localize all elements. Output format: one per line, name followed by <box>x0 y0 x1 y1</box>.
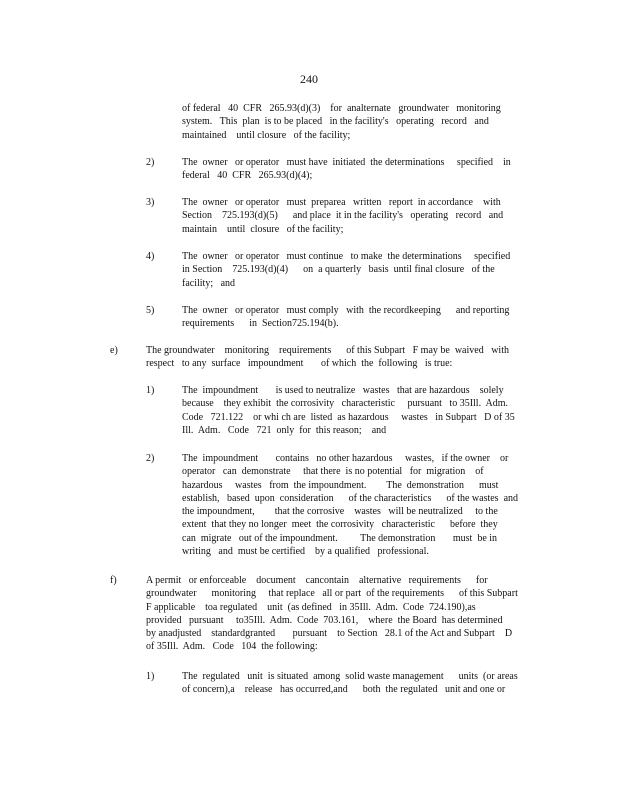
text-line: of federal 40 CFR 265.93(d)(3) for analternate groundwater monitoring <box>182 103 501 114</box>
list-item <box>182 250 532 290</box>
text-line: The groundwater monitoring requirements of this Subpart F may be waived with <box>146 345 509 356</box>
text-line: The regulated unit is situated among solid waste management units (or areas <box>182 671 518 682</box>
text-line: extent that they no longer meet the corrosivity characteristic before they <box>182 519 498 531</box>
text-line: respect to any surface impoundment of which the following is true: <box>146 358 453 370</box>
list-item <box>182 670 534 697</box>
list-item <box>182 304 532 331</box>
text-line: the impoundment, that the corrosive wastes will be neutralized to the <box>182 506 498 518</box>
text-line: can migrate out of the impoundment. The demonstration must be in <box>182 532 498 544</box>
item-label: 1) <box>146 385 155 396</box>
text-line: hazardous wastes from the impoundment. The demonstration must <box>182 479 499 491</box>
text-line: of concern),a release has occurred,and both the regulated unit and one or <box>182 684 506 696</box>
section-label: e) <box>110 345 118 356</box>
text-line: maintained until closure of the facility; <box>182 129 351 141</box>
text-line: The impoundment is used to neutralize wastes that are hazardous solely <box>182 385 504 396</box>
item-label: 3) <box>146 197 155 208</box>
text-line: of 35Ill. Adm. Code 104 the following: <box>146 641 318 653</box>
item-label: 2) <box>146 157 155 168</box>
list-item <box>182 384 534 437</box>
text-line: The owner or operator must continue to make the determinations specified <box>182 251 511 262</box>
section-label: f) <box>110 575 117 586</box>
text-line: by anadjusted standardgranted pursuant to Section 28.1 of the Act and Subpart D <box>146 628 513 640</box>
text-line: because they exhibit the corrosivity characteristic pursuant to 35Ill. Adm. <box>182 398 509 410</box>
text-line: groundwater monitoring that replace all or part of the requirements of this Subpart <box>146 588 518 600</box>
text-line: system. This plan is to be placed in the facility's operating record and <box>182 116 489 128</box>
list-item <box>182 452 536 558</box>
item-label: 2) <box>146 453 155 464</box>
text-line: in Section 725.193(d)(4) on a quarterly basis until final closure of the <box>182 264 495 276</box>
item-label: 4) <box>146 251 155 262</box>
text-line: The owner or operator must comply with the recordkeeping and reporting <box>182 305 510 316</box>
text-line: F applicable toa regulated unit (as defined in 35Ill. Adm. Code 724.190),as <box>146 601 476 613</box>
text-line: Section 725.193(d)(5) and place it in the facility's operating record and <box>182 210 504 222</box>
text-line: facility; and <box>182 277 236 289</box>
item-label: 1) <box>146 671 155 682</box>
text-line: requirements in Section725.194(b). <box>182 318 339 330</box>
text-line: Code 721.122 or whi ch are listed as hazardous wastes in Subpart D of 35 <box>182 411 515 423</box>
text-line: The owner or operator must preparea written report in accordance with <box>182 197 501 208</box>
text-line: Ill. Adm. Code 721 only for this reason; and <box>182 424 387 436</box>
text-line: establish, based upon consideration of the characteristics of the wastes and <box>182 492 519 504</box>
text-line: The impoundment contains no other hazardous wastes, if the owner or <box>182 453 509 464</box>
item-label: 5) <box>146 305 155 316</box>
text-line: maintain until closure of the facility; <box>182 223 344 235</box>
section-paragraph <box>146 574 538 654</box>
page-number: 240 <box>300 72 318 86</box>
section-paragraph <box>146 344 534 371</box>
list-item <box>182 196 518 236</box>
text-line: provided pursuant to35Ill. Adm. Code 703.161, where the Board has determined <box>146 614 503 626</box>
continuation-paragraph <box>182 102 518 142</box>
text-line: operator can demonstrate that there is no potential for migration of <box>182 466 484 478</box>
text-line: A permit or enforceable document cancontain alternative requirements for <box>146 575 488 586</box>
text-line: The owner or operator must have initiated the determinations specified in <box>182 157 511 168</box>
text-line: federal 40 CFR 265.93(d)(4); <box>182 170 313 182</box>
text-line: writing and must be certified by a qualified professional. <box>182 546 429 558</box>
list-item <box>182 156 534 183</box>
